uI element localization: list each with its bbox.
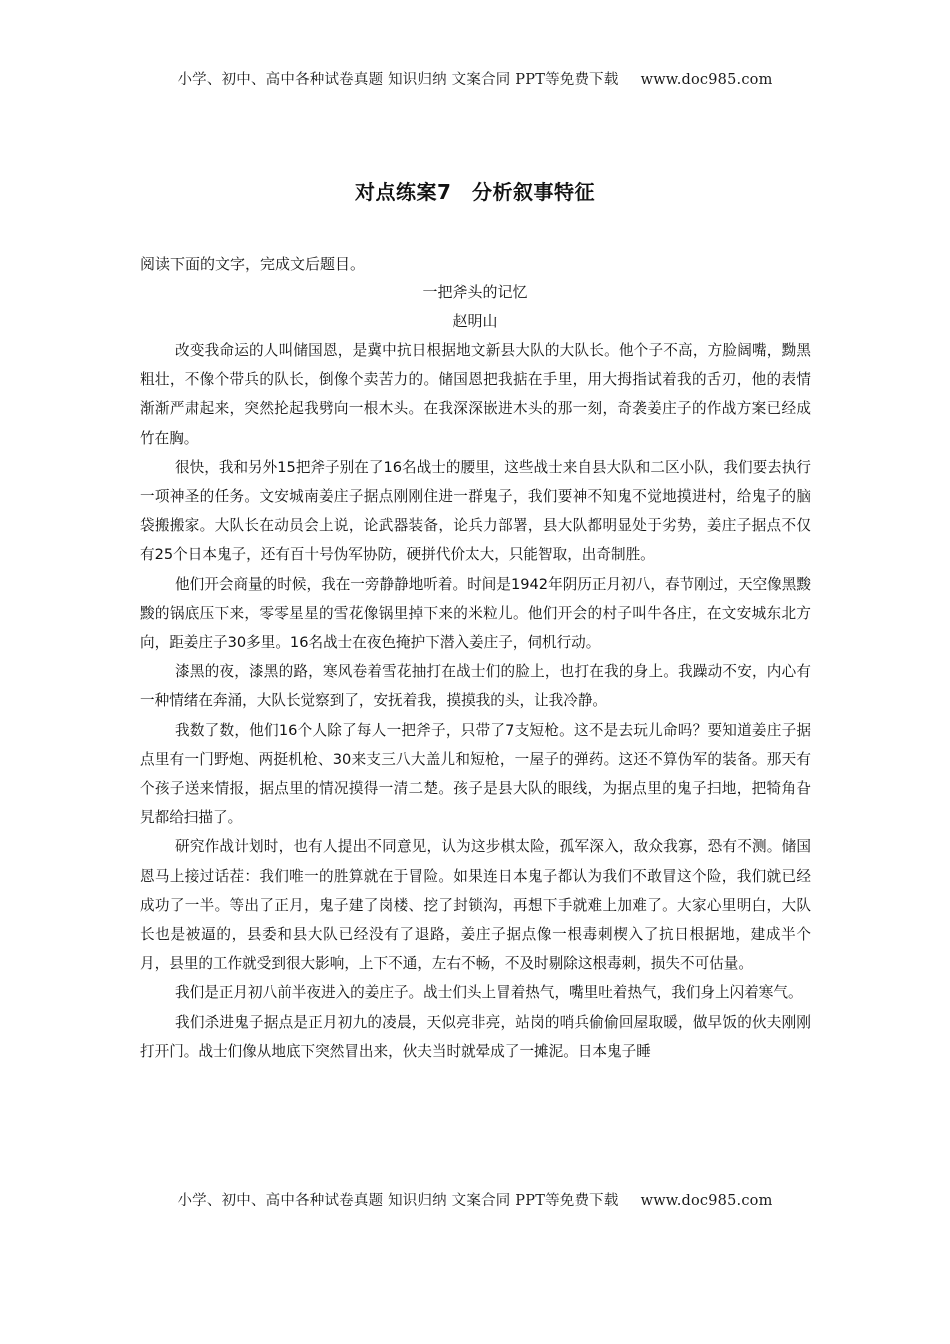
story-paragraph: 我们杀进鬼子据点是正月初九的凌晨，天似亮非亮，站岗的哨兵偷偷回屋取暖，做早饭的伙夫刚刚打开门。战士们像从地底下突然冒出来，伙夫当时就晕成了一摊泥。日本鬼子睡 xyxy=(140,1013,811,1060)
header-tagline: 小学、初中、高中各种试卷真题 知识归纳 文案合同 PPT等免费下载 xyxy=(177,72,619,88)
story-paragraph: 我数了数，他们16个人除了每人一把斧子，只带了7支短枪。这不是去玩儿命吗？要知道姜庄子据点里有一门野炮、两挺机枪、30来支三八大盖儿和短枪，一屋子的弹药。这还不算伪军的装备。那天有个孩子送来情报，据点里的情况摸得一清二楚。孩子是县大队的眼线，为据点里的鬼子扫地，把犄角旮旯都给扫描了。 xyxy=(140,721,811,827)
document-title: 对点练案7 分析叙事特征 xyxy=(355,180,595,204)
story-paragraph: 研究作战计划时，也有人提出不同意见，认为这步棋太险，孤军深入，敌众我寡，恐有不测。储国恩马上接过话茬：我们唯一的胜算就在于冒险。如果连日本鬼子都认为我们不敢冒这个险，我们就已经成功了一半。等出了正月，鬼子建了岗楼、挖了封锁沟，再想下手就难上加难了。大家心里明白，大队长也是被逼的，县委和县大队已经没有了退路，姜庄子据点像一根毒刺楔入了抗日根据地，建成半个月，县里的工作就受到很大影响，上下不通，左右不畅，不及时剔除这根毒刺，损失不可估量。 xyxy=(140,838,811,973)
story-body xyxy=(140,336,811,1066)
story-paragraph: 漆黑的夜，漆黑的路，寒风卷着雪花抽打在战士们的脸上，也打在我的身上。我躁动不安，内心有一种情绪在奔涌，大队长觉察到了，安抚着我，摸摸我的头，让我冷静。 xyxy=(140,663,811,710)
story-paragraph: 他们开会商量的时候，我在一旁静静地听着。时间是1942年阴历正月初八，春节刚过，天空像黑黢黢的锅底压下来，零零星星的雪花像锅里掉下来的米粒儿。他们开会的村子叫牛各庄，在文安城东北方向，距姜庄子30多里。16名战士在夜色掩护下潜入姜庄子，伺机行动。 xyxy=(140,575,811,652)
story-title: 一把斧头的记忆 xyxy=(422,283,528,301)
page-footer xyxy=(0,1189,950,1210)
footer-tagline: 小学、初中、高中各种试卷真题 知识归纳 文案合同 PPT等免费下载 xyxy=(177,1193,619,1209)
header-site-link[interactable]: www.doc985.com xyxy=(640,72,773,88)
story-author: 赵明山 xyxy=(452,312,498,330)
story-paragraph: 改变我命运的人叫储国恩，是冀中抗日根据地文新县大队的大队长。他个子不高，方脸阔嘴，黝黑粗壮，不像个带兵的队长，倒像个卖苦力的。储国恩把我掂在手里，用大拇指试着我的舌刃，他的表情渐渐严肃起来，突然抡起我劈向一根木头。在我深深嵌进木头的那一刻，奇袭姜庄子的作战方案已经成竹在胸。 xyxy=(140,342,811,447)
story-paragraph: 很快，我和另外15把斧子别在了16名战士的腰里，这些战士来自县大队和二区小队，我们要去执行一项神圣的任务。文安城南姜庄子据点刚刚住进一群鬼子，我们要神不知鬼不觉地摸进村，给鬼子的脑袋搬搬家。大队长在动员会上说，论武器装备，论兵力部署，县大队都明显处于劣势，姜庄子据点不仅有25个日本鬼子，还有百十号伪军协防，硬拼代价太大，只能智取，出奇制胜。 xyxy=(140,458,811,564)
footer-site-link[interactable]: www.doc985.com xyxy=(640,1193,773,1209)
page-header xyxy=(0,68,950,89)
reading-instruction: 阅读下面的文字，完成文后题目。 xyxy=(140,255,366,273)
story-paragraph: 我们是正月初八前半夜进入的姜庄子。战士们头上冒着热气，嘴里吐着热气，我们身上闪着寒气。 xyxy=(175,984,803,1002)
